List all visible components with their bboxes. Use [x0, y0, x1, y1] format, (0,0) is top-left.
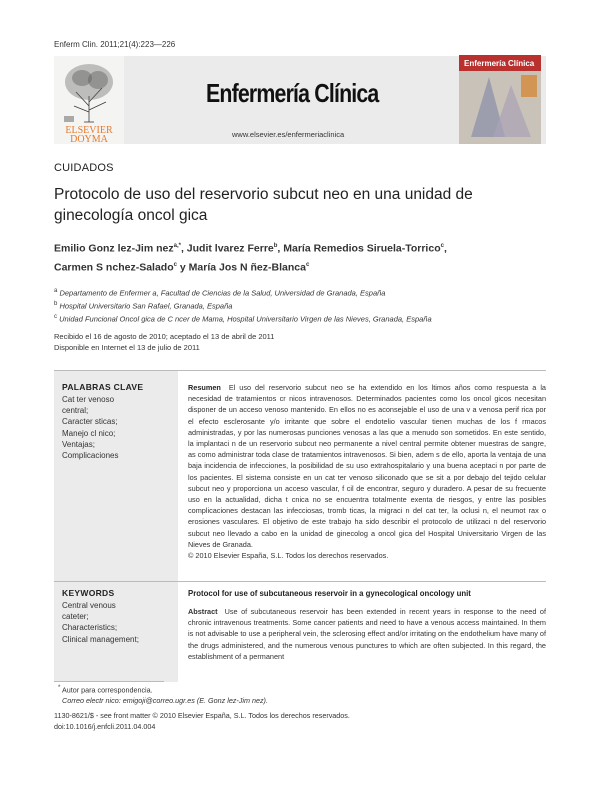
abstract-en-title: Protocol for use of subcutaneous reservoir in a gynecological oncology unit: [188, 589, 471, 598]
affiliation: [54, 286, 554, 299]
keyword: Cat ter venoso: [62, 395, 115, 404]
authors: [54, 238, 564, 275]
author-separator: ,: [443, 242, 447, 255]
elsevier-logo: [54, 56, 124, 144]
author-mark: c: [305, 261, 310, 268]
affiliation: [54, 299, 554, 312]
keyword: Characteristics;: [62, 623, 118, 633]
journal-cover: [459, 55, 541, 144]
received-date: Recibido el 16 de agosto de 2010; aceptado el 13 de abril de 2011: [54, 332, 275, 341]
affiliations: [54, 286, 554, 325]
affiliation-text: Unidad Funcional Oncol gica de C ncer de Mama, Hospital Universitario Virgen de las Nieves, Granada, España: [59, 314, 432, 324]
keyword: Manejo cl nico;: [62, 428, 116, 438]
keywords-heading-en: KEYWORDS: [62, 588, 115, 598]
author-mark: c: [440, 243, 444, 249]
corresponding-mark: *: [58, 685, 61, 691]
author-mark: a,*: [173, 243, 181, 249]
keyword: Clinical management;: [62, 634, 139, 644]
abstract-text: El uso del reservorio subcut neo se ha extendido en los ltimos años como respuesta a la necesidad de tratamientos cr nicos intravenosos. Determinados pacientes como los oncol gicos necesitan disponer de un acceso venoso mantenido. En ellos no es aconsejable el uso de una v a venosa perif rica por el efecto esclerosante y/o irritante que sobre el endotelio vascular tienen muchas de los f rmacos administradas, y por las numerosas punciones venosas a las que a menudo son sometidos. En este sentido, la implantaci n de un reservorio subcut neo permanente a nivel central permite obtener muestras de sangre, as como administrar toda clase de tratamientos intravenosos. Si bien, adem s de ello, aporta la ventaja de una baja incidencia de infecciones, la posibilidad de su uso extrahospitalario y una buena aceptaci n por parte de los pacientes. El sistema consiste en un cat ter venoso siliconado que se sit a por debajo del tejido celular subcut neo y proporciona un acceso vascular, f cil de encontrar, seguro y duradero. A pesar de su frecuente uso en la actualidad, dicha t cnica no se encuentra totalmente exenta de riesgos, y entre las posibles complicaciones destacan las infecciosas, tromb ticas, la migraci n del cat ter, la oclusi n, el neumot rax o erosiones vasculares. El objetivo de este trabajo ha sido describir el protocolo de utilizaci n del reservorio subcut neo llevado a cabo en la unidad de ginecolog a oncol gica del Hospital Universitario Virgen de las Nieves de Granada.: [188, 383, 546, 549]
abstract-es: [188, 382, 546, 561]
article-title-line: ginecología oncol gica: [54, 207, 208, 224]
corresponding-email[interactable]: Correo electr nico: emigoji@correo.ugr.es (E. Gonz lez-Jim nez).: [62, 696, 268, 705]
keyword: Complicaciones: [62, 451, 119, 461]
affiliation-text: Hospital Universitario San Rafael, Granada, España: [59, 301, 233, 311]
author-mark: c: [173, 261, 177, 268]
author-name: , Judit lvarez Ferre: [180, 242, 274, 255]
affiliation-mark: b: [54, 301, 58, 307]
section-label: CUIDADOS: [54, 162, 114, 174]
keyword: Central venous: [62, 601, 116, 610]
affiliation-mark: c: [54, 314, 57, 320]
author-name: Carmen S nchez-Salado: [54, 261, 174, 273]
keywords-heading: PALABRAS CLAVE: [62, 382, 144, 392]
issn-line: 1130-8621/$ - see front matter © 2010 Elsevier España, S.L. Todos los derechos reservados.: [54, 711, 350, 720]
affiliation-text: Departamento de Enfermer a, Facultad de Ciencias de la Salud, Universidad de Granada, España: [59, 288, 386, 298]
author-mark: b: [273, 243, 278, 249]
keywords-list-en: [62, 600, 174, 645]
abstract-copyright: © 2010 Elsevier España, S.L. Todos los derechos reservados.: [188, 551, 389, 561]
keyword: cateter;: [62, 612, 89, 622]
keywords-list: [62, 394, 174, 461]
publisher-name: ELSEVIER: [65, 125, 113, 136]
affiliation-mark: a: [54, 288, 58, 294]
authors-line: [54, 257, 564, 276]
corresponding-note: [58, 685, 153, 694]
publisher-subname: DOYMA: [70, 134, 108, 144]
journal-url[interactable]: www.elsevier.es/enfermeriaclinica: [232, 130, 345, 139]
article-dates: [54, 331, 274, 353]
cover-title: Enfermería Clínica: [464, 59, 535, 68]
abstract-label: Resumen: [188, 383, 221, 392]
article-title-line: Protocolo de uso del reservorio subcut neo en una unidad de: [54, 186, 473, 203]
authors-line: [54, 238, 564, 257]
journal-title: Enfermería Clínica: [206, 78, 379, 108]
keyword: central;: [62, 406, 89, 416]
keyword: Caracter sticas;: [62, 417, 118, 427]
author-name: y María Jos N ñez-Blanca: [176, 261, 306, 273]
article-title: [54, 184, 554, 226]
doi-line[interactable]: doi:10.1016/j.enfcli.2011.04.004: [54, 722, 156, 731]
affiliation: [54, 312, 554, 325]
corresponding-label: Autor para correspondencia.: [61, 685, 153, 695]
online-date: Disponible en Internet el 13 de julio de 2011: [54, 343, 200, 352]
journal-citation: Enferm Clin. 2011;21(4):223—226: [54, 40, 176, 49]
abstract-text: Use of subcutaneous reservoir has been extended in recent years in response to the need of chronic intravenous treatments. Some cancer patients and need to have a venous access maintained. In them is not advisable to use a peripheral vein, the sclerosing effect and/or irritating on the endothelium have many of the drugs administered, and the numerous venous punctures to which are often subjected. In this regard, the establishment of a permanent: [188, 607, 546, 661]
author-name: , María Remedios Siruela-Torrico: [277, 242, 441, 255]
keyword: Ventajas;: [62, 439, 95, 449]
elsevier-tree-icon: [54, 56, 124, 144]
abstract-en: [188, 606, 546, 662]
abstract-label: Abstract: [188, 607, 218, 616]
author-name: Emilio Gonz lez-Jim nez: [54, 242, 174, 255]
footnote-divider: [54, 681, 164, 682]
